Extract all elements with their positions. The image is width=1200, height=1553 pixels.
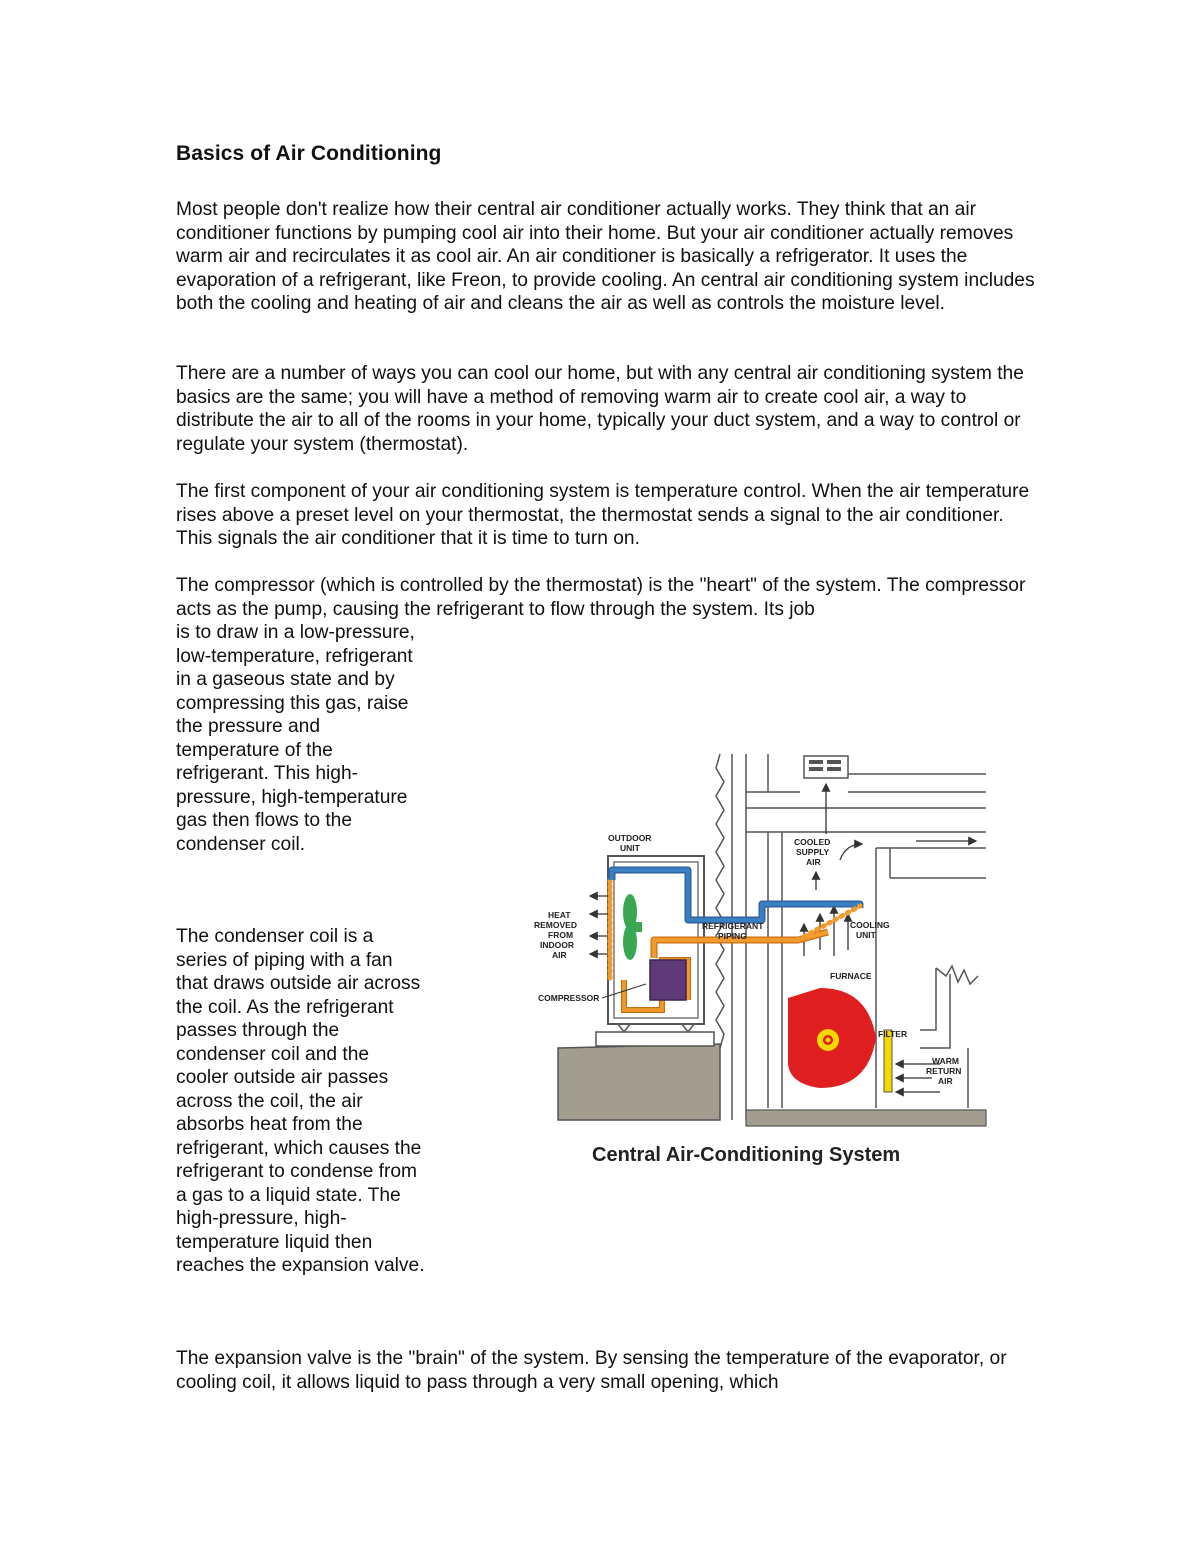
figure-caption: Central Air-Conditioning System <box>592 1144 901 1166</box>
document-title: Basics of Air Conditioning <box>176 142 442 165</box>
diagram-label: HEAT <box>548 910 571 920</box>
diagram-label: WARM <box>932 1056 959 1066</box>
compressor <box>650 960 686 1000</box>
paragraph-expansion-valve: The expansion valve is the "brain" of the system. By sensing the temperature of the evaporator, or cooling coil, it allows liquid to pass through a very small opening, which <box>176 1348 1007 1393</box>
paragraph-intro: Most people don't realize how their central air conditioner actually works. They think that an air conditioner functions by pumping cool air into their home. But your air conditioner actually removes warm air and recirculates it as cool air. An air conditioner is basically a refrigerator. It uses the evaporation of a refrigerant, like Freon, to provide cooling. An central air conditioning system includes both the cooling and heating of air and cleans the air as well as controls the moisture level. <box>176 199 1035 314</box>
diagram-label: AIR <box>806 857 821 867</box>
diagram-label: RETURN <box>926 1066 962 1076</box>
return-duct-break <box>936 966 978 984</box>
diagram-label: COOLING <box>850 920 890 930</box>
diagram-label: UNIT <box>856 930 876 940</box>
air-filter <box>884 1030 892 1092</box>
paragraph-basics: There are a number of ways you can cool our home, but with any central air conditioning system the basics are the same; you will have a method of removing warm air to create cool air, a way to distribute the air to all of the rooms in your home, typically your duct system, and a way to control or regulate your system (thermostat). <box>176 363 1024 455</box>
basement-floor <box>746 1110 986 1126</box>
diagram-label: AIR <box>938 1076 953 1086</box>
outdoor-unit-pad <box>596 1032 714 1046</box>
paragraph-temperature-control: The first component of your air conditioning system is temperature control. When the air temperature rises above a preset level on your thermostat, the thermostat sends a signal to the air conditioner. This signals the air conditioner that it is time to turn on. <box>176 481 1030 549</box>
paragraph-condenser-coil: The condenser coil is a series of piping with a fan that draws outside air across the coil. As the refrigerant passes through the condenser coil and the cooler outside air passes across the coil, the air absorbs heat from the refrigerant, which causes the refrigerant to condense from a gas to a liquid state. The high-pressure, high-temperature liquid then reaches the expansion valve. <box>176 926 425 1276</box>
diagram-label: PIPING <box>718 931 747 941</box>
house-wall-break <box>716 754 724 1048</box>
diagram-label: FURNACE <box>830 971 872 981</box>
diagram-label: AIR <box>552 950 567 960</box>
diagram-label: FILTER <box>878 1029 908 1039</box>
diagram-label: FROM <box>548 930 574 940</box>
central-ac-diagram <box>528 748 998 1173</box>
diagram-label: OUTDOOR <box>608 833 652 843</box>
diagram-label: REMOVED <box>534 920 577 930</box>
diagram-label: INDOOR <box>540 940 574 950</box>
diagram-label: SUPPLY <box>796 847 830 857</box>
diagram-label: UNIT <box>620 843 640 853</box>
ground <box>558 1044 720 1120</box>
paragraph-compressor-continued: is to draw in a low-pressure, low-temperature, refrigerant in a gaseous state and by compressing this gas, raise the pressure and temperature of the refrigerant. This high-pressure, high-temperature gas then flows to the condenser coil. <box>176 622 415 855</box>
diagram-label: COOLED <box>794 837 831 847</box>
paragraph-compressor: The compressor (which is controlled by the thermostat) is the "heart" of the system. The compressor acts as the pump, causing the refrigerant to flow through the system. Its job <box>176 575 1026 620</box>
diagram-label: REFRIGERANT <box>702 921 764 931</box>
diagram-label: COMPRESSOR <box>538 993 600 1003</box>
